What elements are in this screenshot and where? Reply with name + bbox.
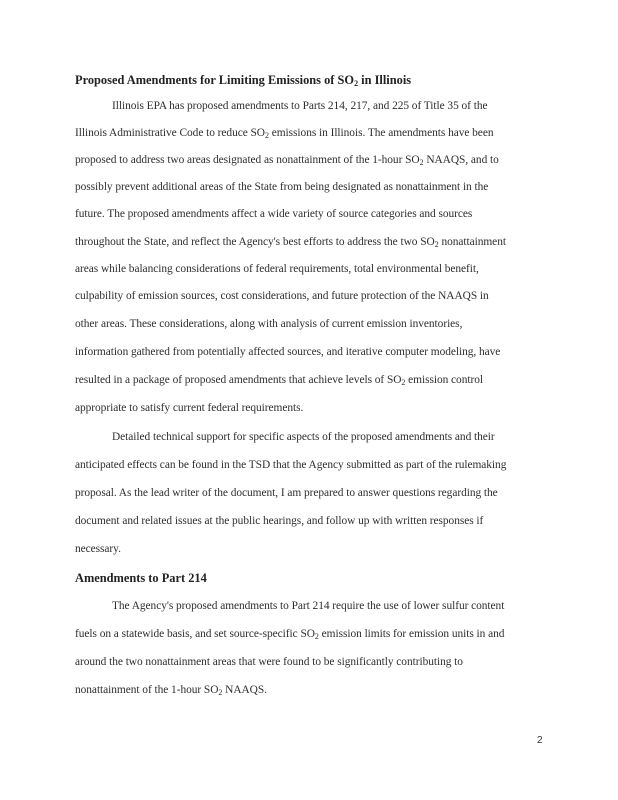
paragraph-3-line: The Agency's proposed amendments to Part 214 require the use of lower sulfur content	[112, 600, 505, 612]
paragraph-1-line: resulted in a package of proposed amendments that achieve levels of $SO_2$ emission control	[75, 374, 483, 387]
paragraph-2-line: document and related issues at the public hearings, and follow up with written responses if	[75, 515, 484, 527]
paragraph-2-line: necessary.	[75, 543, 121, 555]
paragraph-2-line: Detailed technical support for specific aspects of the proposed amendments and their	[112, 431, 495, 443]
paragraph-3-line: fuels on a statewide basis, and set source-specific $SO_2$ emission limits for emission units in and	[75, 628, 505, 641]
paragraph-1-line: possibly prevent additional areas of the State from being designated as nonattainment in the	[75, 181, 489, 193]
paragraph-1-line: future. The proposed amendments affect a wide variety of source categories and sources	[75, 208, 473, 220]
paragraph-2-line: proposal. As the lead writer of the document, I am prepared to answer questions regarding the	[75, 487, 498, 499]
paragraph-1-line: areas while balancing considerations of federal requirements, total environmental benefit,	[75, 263, 479, 275]
paragraph-1-line: throughout the State, and reflect the Agency's best efforts to address the two $SO_2$ nonattainment	[75, 236, 506, 249]
section-heading-limiting-emissions: Proposed Amendments for Limiting Emissions of $SO_2$ in Illinois	[75, 73, 412, 88]
paragraph-2-line: anticipated effects can be found in the TSD that the Agency submitted as part of the rulemaking	[75, 459, 507, 471]
paragraph-1-line: culpability of emission sources, cost considerations, and future protection of the NAAQS in	[75, 290, 489, 302]
paragraph-1-line: Illinois Administrative Code to reduce $SO_2$ emissions in Illinois. The amendments have been	[75, 127, 494, 140]
paragraph-1-line: other areas. These considerations, along with analysis of current emission inventories,	[75, 318, 463, 330]
section-heading-part-214: Amendments to Part 214	[75, 571, 207, 585]
paragraph-1-line: Illinois EPA has proposed amendments to Parts 214, 217, and 225 of Title 35 of the	[112, 100, 488, 112]
paragraph-3-line: nonattainment of the 1-hour $SO_2$ NAAQS.	[75, 684, 267, 697]
page-number: 2	[537, 735, 543, 746]
paragraph-1-line: information gathered from potentially affected sources, and iterative computer modeling, have	[75, 346, 501, 358]
paragraph-1-line: appropriate to satisfy current federal requirements.	[75, 402, 304, 414]
paragraph-1-line: proposed to address two areas designated as nonattainment of the 1-hour $SO_2$ NAAQS, and to	[75, 154, 499, 167]
paragraph-3-line: around the two nonattainment areas that were found to be significantly contributing to	[75, 656, 463, 668]
